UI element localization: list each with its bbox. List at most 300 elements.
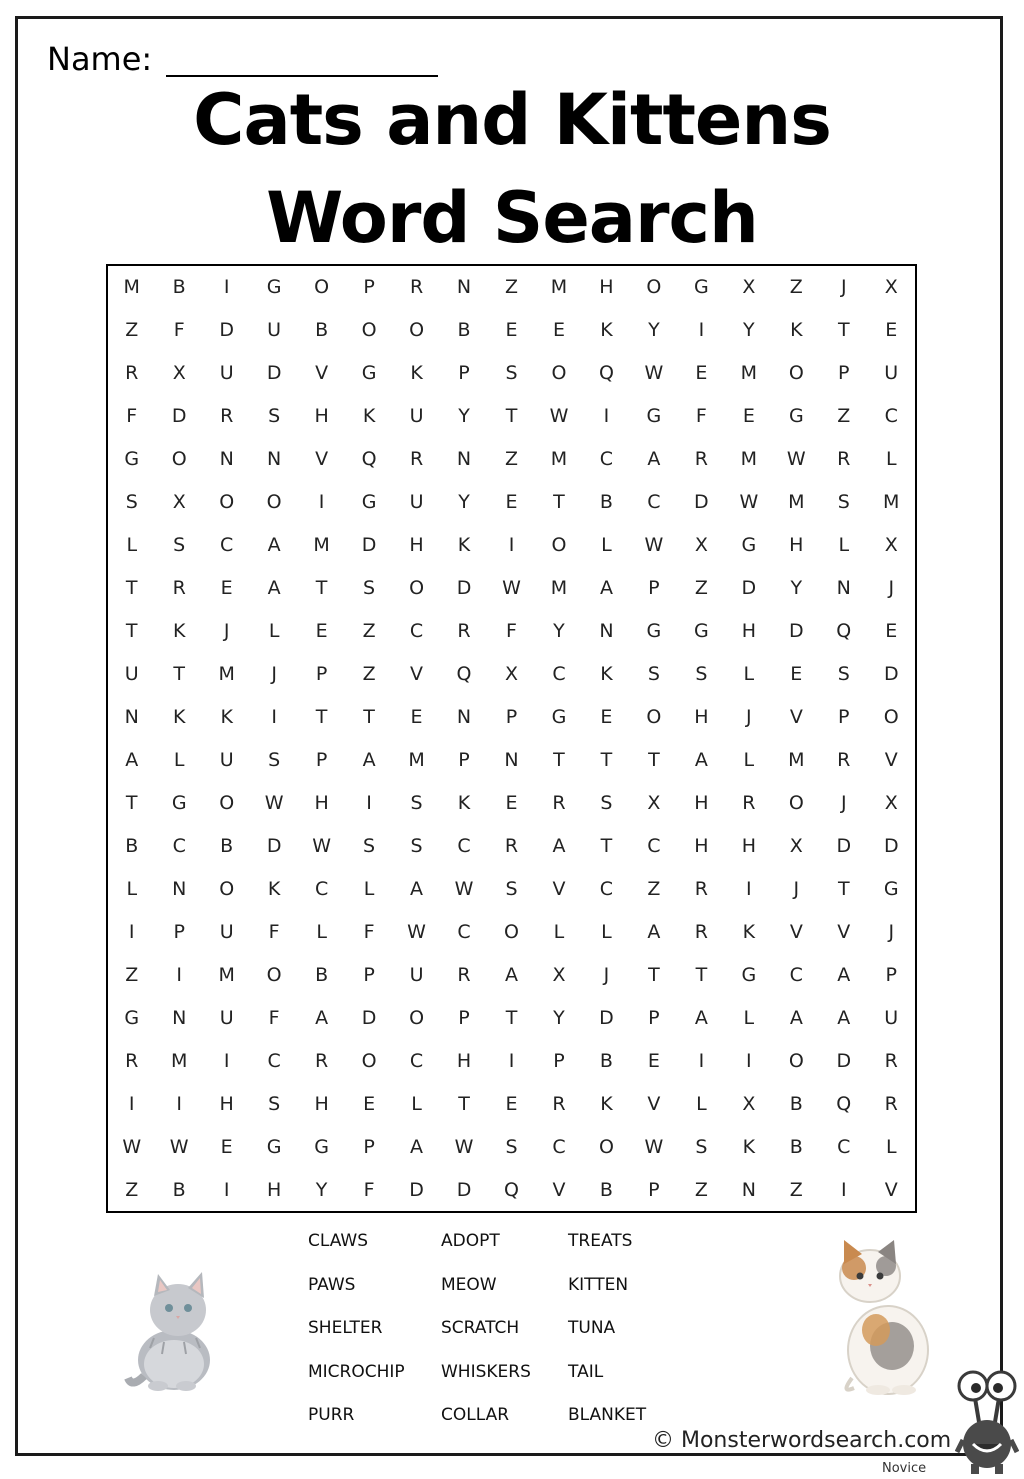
grid-letter[interactable]: S xyxy=(695,663,708,686)
grid-letter[interactable]: X xyxy=(647,791,661,814)
grid-letter[interactable]: W xyxy=(407,920,426,943)
grid-letter[interactable]: T xyxy=(315,706,328,728)
grid-letter[interactable]: A xyxy=(599,577,613,600)
grid-letter[interactable]: M xyxy=(550,577,568,600)
grid-letter[interactable]: G xyxy=(741,534,757,557)
grid-letter[interactable]: T xyxy=(837,877,850,900)
grid-letter[interactable]: A xyxy=(647,920,661,943)
grid-letter[interactable]: Q xyxy=(504,1178,519,1201)
grid-letter[interactable]: R xyxy=(125,362,139,385)
grid-letter[interactable]: K xyxy=(742,1135,756,1158)
grid-letter[interactable]: I xyxy=(223,1049,230,1072)
grid-letter[interactable]: P xyxy=(315,663,328,686)
grid-letter[interactable]: R xyxy=(409,448,424,471)
grid-letter[interactable]: L xyxy=(268,620,280,643)
grid-letter[interactable]: O xyxy=(219,791,235,814)
grid-letter[interactable]: T xyxy=(505,405,518,428)
grid-letter[interactable]: K xyxy=(267,877,281,900)
grid-letter[interactable]: Q xyxy=(836,1092,852,1115)
grid-letter[interactable]: H xyxy=(219,1092,234,1115)
grid-letter[interactable]: E xyxy=(600,706,613,728)
grid-letter[interactable]: I xyxy=(271,706,277,728)
grid-letter[interactable]: K xyxy=(790,319,803,342)
grid-letter[interactable]: B xyxy=(315,319,329,342)
grid-letter[interactable]: G xyxy=(741,963,757,986)
grid-letter[interactable]: I xyxy=(508,534,515,557)
grid-letter[interactable]: O xyxy=(171,448,187,471)
grid-letter[interactable]: U xyxy=(267,319,282,342)
grid-letter[interactable]: O xyxy=(219,877,235,900)
grid-letter[interactable]: N xyxy=(836,577,851,600)
grid-letter[interactable]: Y xyxy=(458,491,470,514)
grid-letter[interactable]: A xyxy=(125,748,139,771)
grid-letter[interactable]: M xyxy=(218,663,235,686)
grid-letter[interactable]: B xyxy=(125,834,139,857)
grid-letter[interactable]: Q xyxy=(836,620,852,643)
grid-letter[interactable]: D xyxy=(456,1178,472,1201)
grid-letter[interactable]: O xyxy=(551,362,567,385)
grid-letter[interactable]: W xyxy=(454,877,474,900)
grid-letter[interactable]: B xyxy=(599,1178,613,1201)
grid-letter[interactable]: Q xyxy=(598,362,614,385)
grid-letter[interactable]: V xyxy=(315,362,329,385)
grid-letter[interactable]: U xyxy=(219,1006,234,1029)
grid-letter[interactable]: D xyxy=(883,663,899,686)
grid-letter[interactable]: O xyxy=(551,534,567,557)
grid-letter[interactable]: H xyxy=(694,706,709,728)
grid-letter[interactable]: S xyxy=(505,1135,518,1158)
grid-letter[interactable]: O xyxy=(504,920,519,943)
grid-letter[interactable]: Z xyxy=(125,319,139,342)
grid-letter[interactable]: P xyxy=(458,1006,470,1029)
grid-letter[interactable]: E xyxy=(505,791,518,814)
grid-letter[interactable]: C xyxy=(409,1049,424,1072)
grid-letter[interactable]: I xyxy=(746,877,752,900)
grid-letter[interactable]: L xyxy=(743,663,755,686)
grid-letter[interactable]: W xyxy=(739,491,759,514)
grid-letter[interactable]: Z xyxy=(125,1178,139,1201)
grid-letter[interactable]: J xyxy=(888,920,895,943)
grid-letter[interactable]: L xyxy=(316,920,327,943)
word-search-grid[interactable] xyxy=(106,264,917,1213)
grid-letter[interactable]: N xyxy=(172,877,187,900)
grid-letter[interactable]: W xyxy=(454,1135,474,1158)
grid-letter[interactable]: D xyxy=(266,362,282,385)
grid-letter[interactable]: R xyxy=(742,791,756,814)
grid-letter[interactable]: G xyxy=(361,491,377,514)
grid-letter[interactable]: J xyxy=(271,663,277,686)
grid-letter[interactable]: D xyxy=(599,1006,614,1029)
grid-letter[interactable]: S xyxy=(695,1135,708,1158)
grid-letter[interactable]: L xyxy=(601,920,612,943)
grid-letter[interactable]: K xyxy=(362,405,376,428)
grid-letter[interactable]: M xyxy=(788,748,805,771)
grid-letter[interactable]: P xyxy=(505,706,518,728)
grid-letter[interactable]: H xyxy=(314,1092,329,1115)
grid-letter[interactable]: N xyxy=(124,706,139,728)
grid-letter[interactable]: Q xyxy=(456,663,472,686)
grid-letter[interactable]: R xyxy=(884,1092,898,1115)
grid-letter[interactable]: C xyxy=(409,620,424,643)
grid-letter[interactable]: L xyxy=(743,748,755,771)
grid-letter[interactable]: O xyxy=(219,491,235,514)
grid-letter[interactable]: F xyxy=(695,405,707,428)
grid-letter[interactable]: C xyxy=(267,1049,281,1072)
grid-letter[interactable]: S xyxy=(505,877,518,900)
grid-letter[interactable]: R xyxy=(694,877,708,900)
grid-letter[interactable]: C xyxy=(647,491,661,514)
grid-letter[interactable]: S xyxy=(268,405,281,428)
grid-letter[interactable]: J xyxy=(603,963,610,986)
grid-letter[interactable]: M xyxy=(788,491,805,514)
grid-letter[interactable]: B xyxy=(172,1178,186,1201)
grid-letter[interactable]: A xyxy=(789,1006,803,1029)
grid-letter[interactable]: W xyxy=(312,834,331,857)
grid-letter[interactable]: Y xyxy=(648,319,660,342)
grid-letter[interactable]: I xyxy=(318,491,325,514)
grid-letter[interactable]: L xyxy=(885,448,897,471)
grid-letter[interactable]: F xyxy=(126,405,138,428)
grid-letter[interactable]: E xyxy=(885,620,898,643)
grid-letter[interactable]: R xyxy=(694,448,708,471)
grid-letter[interactable]: L xyxy=(126,877,138,900)
grid-letter[interactable]: H xyxy=(266,1178,282,1201)
grid-letter[interactable]: U xyxy=(884,362,899,385)
grid-letter[interactable]: Z xyxy=(647,877,661,900)
grid-letter[interactable]: P xyxy=(363,276,375,299)
grid-letter[interactable]: C xyxy=(837,1135,851,1158)
grid-letter[interactable]: D xyxy=(171,405,187,428)
grid-letter[interactable]: D xyxy=(361,534,377,557)
grid-letter[interactable]: I xyxy=(603,405,610,428)
grid-letter[interactable]: N xyxy=(219,448,234,471)
grid-letter[interactable]: C xyxy=(789,963,803,986)
grid-letter[interactable]: L xyxy=(553,920,565,943)
grid-letter[interactable]: V xyxy=(552,1178,566,1201)
grid-letter[interactable]: O xyxy=(409,319,425,342)
grid-letter[interactable]: I xyxy=(508,1049,515,1072)
grid-letter[interactable]: F xyxy=(363,1178,375,1201)
grid-letter[interactable]: S xyxy=(647,663,660,686)
grid-letter[interactable]: R xyxy=(125,1049,139,1072)
grid-letter[interactable]: C xyxy=(457,834,471,857)
grid-letter[interactable]: G xyxy=(694,276,709,299)
grid-letter[interactable]: W xyxy=(502,577,521,600)
grid-letter[interactable]: X xyxy=(504,663,518,686)
grid-letter[interactable]: R xyxy=(172,577,186,600)
grid-letter[interactable]: H xyxy=(789,534,804,557)
grid-letter[interactable]: U xyxy=(124,663,139,686)
grid-letter[interactable]: A xyxy=(647,448,661,471)
grid-letter[interactable]: C xyxy=(599,877,614,900)
grid-letter[interactable]: A xyxy=(552,834,566,857)
grid-letter[interactable]: C xyxy=(172,834,186,857)
grid-letter[interactable]: D xyxy=(788,620,804,643)
grid-letter[interactable]: V xyxy=(552,877,566,900)
grid-letter[interactable]: B xyxy=(789,1135,803,1158)
grid-letter[interactable]: H xyxy=(599,276,614,299)
grid-letter[interactable]: D xyxy=(456,577,472,600)
grid-letter[interactable]: E xyxy=(220,577,233,600)
grid-letter[interactable]: A xyxy=(315,1006,329,1029)
grid-letter[interactable]: G xyxy=(883,877,899,900)
grid-letter[interactable]: V xyxy=(315,448,329,471)
grid-letter[interactable]: V xyxy=(837,920,851,943)
grid-letter[interactable]: P xyxy=(553,1049,565,1072)
grid-letter[interactable]: H xyxy=(694,791,709,814)
grid-letter[interactable]: C xyxy=(457,920,471,943)
grid-letter[interactable]: S xyxy=(410,791,423,814)
grid-letter[interactable]: D xyxy=(836,1049,852,1072)
grid-letter[interactable]: B xyxy=(457,319,471,342)
grid-letter[interactable]: D xyxy=(741,577,757,600)
grid-letter[interactable]: Y xyxy=(553,1006,565,1029)
grid-letter[interactable]: E xyxy=(505,491,518,514)
grid-letter[interactable]: S xyxy=(600,791,613,814)
grid-letter[interactable]: T xyxy=(125,791,138,814)
grid-letter[interactable]: G xyxy=(694,620,709,643)
grid-letter[interactable]: O xyxy=(361,319,377,342)
grid-letter[interactable]: G xyxy=(171,791,187,814)
grid-letter[interactable]: W xyxy=(549,405,569,428)
grid-letter[interactable]: O xyxy=(409,1006,425,1029)
grid-letter[interactable]: E xyxy=(505,1092,518,1115)
grid-letter[interactable]: G xyxy=(788,405,804,428)
grid-letter[interactable]: R xyxy=(552,1092,566,1115)
grid-letter[interactable]: X xyxy=(884,534,898,557)
grid-letter[interactable]: U xyxy=(884,1006,899,1029)
grid-letter[interactable]: Y xyxy=(790,577,803,600)
grid-letter[interactable]: W xyxy=(169,1135,189,1158)
grid-letter[interactable]: C xyxy=(884,405,898,428)
grid-letter[interactable]: L xyxy=(126,534,138,557)
grid-letter[interactable]: S xyxy=(125,491,138,514)
grid-letter[interactable]: O xyxy=(646,276,662,299)
grid-letter[interactable]: D xyxy=(361,1006,377,1029)
grid-letter[interactable]: J xyxy=(840,791,847,814)
grid-letter[interactable]: S xyxy=(410,834,423,857)
grid-letter[interactable]: L xyxy=(173,748,185,771)
grid-letter[interactable]: I xyxy=(223,276,230,299)
grid-letter[interactable]: L xyxy=(696,1092,707,1115)
grid-letter[interactable]: M xyxy=(740,362,758,385)
grid-letter[interactable]: N xyxy=(456,706,472,728)
grid-letter[interactable]: T xyxy=(600,748,613,771)
grid-letter[interactable]: U xyxy=(409,405,424,428)
grid-letter[interactable]: P xyxy=(363,1135,375,1158)
grid-letter[interactable]: V xyxy=(884,1178,898,1201)
grid-letter[interactable]: T xyxy=(315,577,328,600)
grid-letter[interactable]: U xyxy=(219,748,234,771)
grid-letter[interactable]: E xyxy=(220,1135,233,1158)
grid-letter[interactable]: T xyxy=(553,491,565,514)
grid-letter[interactable]: G xyxy=(361,362,377,385)
grid-letter[interactable]: A xyxy=(267,577,281,600)
grid-letter[interactable]: W xyxy=(644,362,664,385)
grid-letter[interactable]: G xyxy=(646,405,662,428)
grid-letter[interactable]: X xyxy=(172,491,186,514)
grid-letter[interactable]: D xyxy=(836,834,852,857)
grid-letter[interactable]: Y xyxy=(743,319,755,342)
grid-letter[interactable]: D xyxy=(409,1178,424,1201)
grid-letter[interactable]: M xyxy=(550,448,568,471)
grid-letter[interactable]: E xyxy=(505,319,518,342)
grid-letter[interactable]: T xyxy=(125,620,138,643)
grid-letter[interactable]: T xyxy=(553,748,565,771)
grid-letter[interactable]: X xyxy=(884,276,898,299)
grid-letter[interactable]: U xyxy=(409,963,424,986)
grid-letter[interactable]: F xyxy=(506,620,517,643)
grid-letter[interactable]: X xyxy=(742,1092,756,1115)
grid-letter[interactable]: Z xyxy=(504,276,518,299)
grid-letter[interactable]: Z xyxy=(362,663,376,686)
grid-letter[interactable]: I xyxy=(176,1092,182,1115)
grid-letter[interactable]: G xyxy=(551,706,567,728)
grid-letter[interactable]: O xyxy=(409,577,425,600)
grid-letter[interactable]: M xyxy=(123,276,140,299)
grid-letter[interactable]: P xyxy=(458,362,470,385)
grid-letter[interactable]: Z xyxy=(362,620,376,643)
grid-letter[interactable]: R xyxy=(837,748,851,771)
grid-letter[interactable]: D xyxy=(266,834,282,857)
grid-letter[interactable]: M xyxy=(740,448,758,471)
grid-letter[interactable]: M xyxy=(408,748,425,771)
grid-letter[interactable]: W xyxy=(264,791,284,814)
grid-letter[interactable]: U xyxy=(219,920,234,943)
grid-letter[interactable]: A xyxy=(694,748,708,771)
grid-letter[interactable]: X xyxy=(552,963,566,986)
grid-letter[interactable]: D xyxy=(694,491,709,514)
grid-letter[interactable]: M xyxy=(171,1049,188,1072)
grid-letter[interactable]: S xyxy=(363,834,376,857)
grid-letter[interactable]: H xyxy=(741,620,756,643)
grid-letter[interactable]: N xyxy=(599,620,614,643)
grid-letter[interactable]: T xyxy=(695,963,708,986)
grid-letter[interactable]: C xyxy=(220,534,234,557)
grid-letter[interactable]: A xyxy=(410,1135,424,1158)
grid-letter[interactable]: H xyxy=(314,405,329,428)
grid-letter[interactable]: P xyxy=(648,577,660,600)
grid-letter[interactable]: T xyxy=(600,834,613,857)
grid-letter[interactable]: N xyxy=(741,1178,756,1201)
grid-letter[interactable]: B xyxy=(789,1092,803,1115)
grid-letter[interactable]: D xyxy=(219,319,234,342)
grid-letter[interactable]: F xyxy=(173,319,185,342)
grid-letter[interactable]: H xyxy=(456,1049,472,1072)
grid-letter[interactable]: A xyxy=(694,1006,708,1029)
grid-letter[interactable]: P xyxy=(315,748,328,771)
grid-letter[interactable]: J xyxy=(793,877,800,900)
grid-letter[interactable]: B xyxy=(172,276,186,299)
grid-letter[interactable]: F xyxy=(363,920,375,943)
grid-letter[interactable]: R xyxy=(552,791,566,814)
grid-letter[interactable]: B xyxy=(599,491,613,514)
grid-letter[interactable]: O xyxy=(788,791,804,814)
grid-letter[interactable]: O xyxy=(598,1135,614,1158)
grid-letter[interactable]: H xyxy=(694,834,709,857)
grid-letter[interactable]: B xyxy=(220,834,234,857)
grid-letter[interactable]: P xyxy=(458,748,470,771)
grid-letter[interactable]: H xyxy=(741,834,756,857)
grid-letter[interactable]: J xyxy=(746,706,752,728)
grid-letter[interactable]: K xyxy=(220,706,233,728)
grid-letter[interactable]: A xyxy=(362,748,376,771)
grid-letter[interactable]: R xyxy=(837,448,851,471)
grid-letter[interactable]: U xyxy=(219,362,234,385)
grid-letter[interactable]: X xyxy=(172,362,186,385)
grid-letter[interactable]: I xyxy=(176,963,182,986)
grid-letter[interactable]: B xyxy=(315,963,329,986)
grid-letter[interactable]: K xyxy=(600,663,613,686)
grid-letter[interactable]: N xyxy=(267,448,282,471)
grid-letter[interactable]: S xyxy=(268,1092,281,1115)
grid-letter[interactable]: K xyxy=(742,920,756,943)
grid-letter[interactable]: E xyxy=(410,706,423,728)
grid-letter[interactable]: V xyxy=(789,706,803,728)
grid-letter[interactable]: K xyxy=(457,534,471,557)
grid-letter[interactable]: V xyxy=(647,1092,661,1115)
grid-letter[interactable]: K xyxy=(410,362,423,385)
grid-letter[interactable]: I xyxy=(698,319,705,342)
grid-letter[interactable]: Z xyxy=(789,1178,803,1201)
grid-letter[interactable]: T xyxy=(505,1006,518,1029)
grid-letter[interactable]: O xyxy=(314,276,330,299)
grid-letter[interactable]: S xyxy=(505,362,518,385)
grid-letter[interactable]: W xyxy=(786,448,806,471)
grid-letter[interactable]: O xyxy=(883,706,899,728)
grid-letter[interactable]: V xyxy=(410,663,424,686)
grid-letter[interactable]: R xyxy=(884,1049,898,1072)
grid-letter[interactable]: N xyxy=(504,748,519,771)
grid-letter[interactable]: X xyxy=(789,834,803,857)
grid-letter[interactable]: K xyxy=(600,319,613,342)
grid-letter[interactable]: W xyxy=(644,534,664,557)
grid-letter[interactable]: R xyxy=(457,963,471,986)
grid-letter[interactable]: R xyxy=(315,1049,329,1072)
grid-letter[interactable]: J xyxy=(223,620,230,643)
grid-letter[interactable]: X xyxy=(742,276,756,299)
grid-letter[interactable]: S xyxy=(363,577,376,600)
grid-letter[interactable]: A xyxy=(267,534,281,557)
grid-letter[interactable]: G xyxy=(266,1135,282,1158)
grid-letter[interactable]: I xyxy=(223,1178,230,1201)
grid-letter[interactable]: X xyxy=(884,791,898,814)
grid-letter[interactable]: I xyxy=(698,1049,705,1072)
grid-letter[interactable]: O xyxy=(266,491,282,514)
grid-letter[interactable]: R xyxy=(694,920,708,943)
grid-letter[interactable]: O xyxy=(361,1049,377,1072)
grid-letter[interactable]: L xyxy=(601,534,612,557)
grid-letter[interactable]: T xyxy=(125,577,138,600)
grid-letter[interactable]: Y xyxy=(553,620,565,643)
grid-letter[interactable]: N xyxy=(456,276,472,299)
grid-letter[interactable]: J xyxy=(888,577,895,600)
grid-letter[interactable]: J xyxy=(840,276,847,299)
grid-letter[interactable]: H xyxy=(314,791,329,814)
grid-letter[interactable]: G xyxy=(124,448,140,471)
grid-letter[interactable]: O xyxy=(788,1049,804,1072)
grid-letter[interactable]: A xyxy=(837,963,851,986)
grid-letter[interactable]: I xyxy=(128,1092,135,1115)
grid-letter[interactable]: Z xyxy=(837,405,851,428)
grid-letter[interactable]: Z xyxy=(694,1178,708,1201)
grid-letter[interactable]: P xyxy=(838,362,850,385)
grid-letter[interactable]: L xyxy=(743,1006,755,1029)
grid-letter[interactable]: C xyxy=(599,448,614,471)
grid-letter[interactable]: E xyxy=(552,319,565,342)
grid-letter[interactable]: S xyxy=(837,491,850,514)
grid-letter[interactable]: R xyxy=(220,405,234,428)
